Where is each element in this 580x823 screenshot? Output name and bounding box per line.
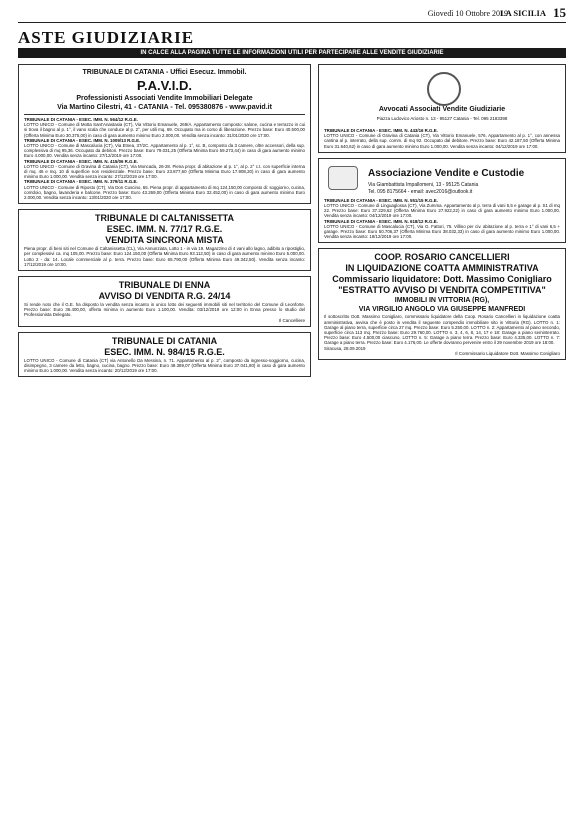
pavid-sub: Professionisti Associati Vendite Immobiliari Delegate [76,95,253,102]
pavid-heading: TRIBUNALE DI CATANIA - Uffici Esecuz. Immobil. [82,69,247,76]
caltanissetta-text: Piena propr. di beni siti nel Comune di Caltanissetta (CL), Via Annunziata, Lotto 1 - in via 19. Magazzino di 4 vani allo lagno, adibito a ripostiglio, per complessivi ca. mq 105,00. Prezzo base: Euro 124.150,00 (Offerta Minima Euro 93.112,50) in caso di gara aumento minimo Euro 5.000,00. Lotto 2 - da: 14. Locale commerciale al p. terra. Prezzo base: Euro 65.790,00 (Offerta Minima Euro 49.342,50). Vendita senza incanto: 17/12/2019 ore 10:00. [24,246,305,267]
catania2-text: LOTTO UNICO - Comune di Catania (CT) via Antonello Da Messina, n. 71. Appartamento al p. 2°, composto da ingresso-soggiorno, cucina, disimpegno, 3 camere da letto, bagno, cucina, bagno. Prezzo base: Euro 49.389,07 (Offerta Minima Euro 37.041,80) in caso di gara aumento minimo Euro 1.000,00. Vendita senza incanto: 20/12/2019 ore 17:00. [24,357,305,374]
custodie-name: Associazione Vendite e Custodie [368,167,525,179]
pavid-name: P.A.V.I.D. [137,78,192,93]
coop-signature: Il Commissario Liquidatore Dott. Massimo Conigliaro [455,350,560,356]
page-number: 15 [553,5,566,20]
custodie-item [324,198,560,219]
custodie-logo [324,162,560,198]
page-header [18,5,566,23]
avvocati-item [324,128,560,149]
divider [24,114,305,115]
avvocati-logo [324,68,560,128]
coop-via: VIA VIRGILIO ANGOLO VIA GIUSEPPE MANFREDI [358,306,526,314]
caltanissetta-sub: ESEC. IMM. N. 77/17 R.G.E. [106,224,223,235]
header-paper-name: LA SICILIA [499,8,546,18]
item-text: LOTTO UNICO - Comune di Mascalucia (CT), Via G. Fattori, 75. Villino per civ. abitazione al p. terra e 1° di vani 6,5 + garage. Prezzo base: Euro 50.706,37 (Offerta Minima Euro 38.032,33) in caso di gara aumento minimo Euro 1.000,00. Vendita senza incanto: 18/12/2019 ore 17:00. [324,223,560,240]
custodie-box [318,158,566,244]
item-ref: TRIBUNALE DI CATANIA - ESEC. IMM. N. 379/11 R.G.E. [24,179,138,185]
custodie-address: Via Giambattista Impallomeni, 13 - 95125 Catania [368,181,479,188]
avvocati-box [318,64,566,153]
coop-estratto: "ESTRATTO AVVISO DI VENDITA COMPETITIVA" [338,285,546,296]
enna-text: Si rende noto che il G.E. ha disposto la vendita senza incanto in unico lotto dei seguenti immobili siti nel territorio del Comune di Leonforte. Prezzo base: Euro 36.400,00, offerta minima in aumento Euro 1.100,00. Vendita: 03/12/2019 ore 12:00 in Enna presso lo studio del Professionista Delegato. [24,302,305,318]
coop-title: COOP. ROSARIO CANCELLIERI [374,252,510,263]
item-ref: TRIBUNALE DI CATANIA - ESEC. IMM. N. 443/16 R.G.E. [324,128,438,133]
pavid-item [24,117,305,138]
item-text: LOTTO UNICO - Comune di Linguaglossa (CT), Via Zumma. Appartamento al p. terra di vani 5,5 e garage al p. S1 di mq 22. Prezzo base: Euro 37.229,62 (Offerta Minima Euro 27.922,22) in caso di gara aumento minimo Euro 1.000,00. Vendita senza incanto: 04/12/2019 ore 17:00. [324,203,560,219]
section-title: ASTE GIUDIZIARIE [18,28,195,47]
coop-immobili: IMMOBILI IN VITTORIA (RG), [394,297,490,305]
item-ref: TRIBUNALE DI CATANIA - ESEC. IMM. N. 415/06 R.G.E. [24,158,138,164]
avvocati-logo-address: Piazza Ludovico Ariosto n. 13 - 95127 Catania - Tel. 095 2183398 [376,116,508,121]
catania2-title: TRIBUNALE DI CATANIA [111,335,218,346]
coop-sub: IN LIQUIDAZIONE COATTA AMMINISTRATIVA [345,263,539,274]
caltanissetta-box [18,209,311,271]
catania2-sub: ESEC. IMM. N. 984/15 R.G.E. [104,346,225,357]
pavid-item [24,138,305,159]
enna-signature: Il Cancelliere [278,317,305,323]
catania2-box [18,332,311,378]
caltanissetta-sub2: VENDITA SINCRONA MISTA [105,235,224,246]
enna-sub: AVVISO DI VENDITA R.G. 24/14 [98,291,231,302]
header-date: Giovedì 10 Ottobre 2019 [427,9,508,18]
item-ref: TRIBUNALE DI CATANIA - ESEC. IMM. N. 618/12 R.G.E. [324,218,438,224]
pavid-item [24,159,305,180]
left-column [18,64,311,382]
coop-commissario: Commissario liquidatore: Dott. Massimo Conigliaro [332,274,552,285]
pavid-address: Via Martino Cilestri, 41 - CATANIA - Tel. 095380876 - www.pavid.it [57,104,272,111]
caltanissetta-title: TRIBUNALE DI CALTANISSETTA [95,213,234,224]
item-text: LOTTO UNICO - Comune di Gravina di Catania (CT), Via Vittorio Emanuele, 576. Appartamento al p. 1°, con annessa cantina al p. interrato, della sup. comm. di mq 92. Occupato dal debitore. Prezzo base: Euro 42.187,50 (Offerta Minima Euro 31.640,62) in caso di gara aumento minimo Euro 1.000,00. Vendita senza incanto: 04/12/2019 ore 17:00. [324,133,560,149]
enna-box [18,276,311,327]
item-text: LOTTO UNICO - Comune di Gravina di Catania (CT), Via Moncada, 26-28. Piena propr. di abitazione al p. 1°, al p. 2° c.t. con superficie interna di mq. 46 e mq. 10 di superficie non residenziale. Prezzo base: Euro 23.877,60 (Offerta Minima Euro 17.908,20) in caso di gara aumento minimo Euro 1.000,00. Vendita senza incanto: 27/12/2019 ore 17:00. [24,163,305,180]
enna-title: TRIBUNALE DI ENNA [118,280,211,291]
item-text: LOTTO UNICO - Comune di Motta Sant'Anastasia (CT), Via Vittorio Emanuele, 269/A. Appartamento composto: salone, cucina e terrazzo in cui si trova il bagno al p. 1°, il vano scala che conduce al p. 2°, per utili mq. 69. Occupato ma in corso di liberazione. Prezzo base: Euro 40.500,00 (Offerta Minima Euro 30.375,00) in caso di gara aumento minimo Euro 2.000,00. Vendita senza incanto: 31/01/2020 ore 17:00. [24,122,305,138]
item-text: LOTTO UNICO - Comune di Riposto (CT), Via Don Cuscino, 65. Piena propr. di appartamento di mq 124,150,00 composto di: soggiorno, cucina, corridoio, bagno, lavanderia e balcone. Prezzo base: Euro 43.269,00 (Offerta Minima Euro 32.452,00) in caso di gara aumento minimo Euro 2.000,00. Vendita senza incanto: 13/01/2020 ore 17:00. [24,184,305,201]
emblem-icon [427,72,461,106]
custodie-phone: Tel. 095 8175664 - email: avec2016@outlook.it [368,188,473,195]
item-ref: TRIBUNALE DI CATANIA - ESEC. IMM. N. 1009/13 R.G.E. [24,137,141,143]
item-ref: TRIBUNALE DI CATANIA - ESEC. IMM. N. 564/12 R.G.E. [24,117,138,122]
coop-place: Siracusa, 28.09.2019 [324,345,366,351]
coop-text: Il sottoscritto Dott. Massimo Conigliaro, commissario liquidatore della Coop. Rosario Cancellieri in liquidazione coatta amministrativa, avvisa che è posto in vendita il seguente compendio immobiliare sito in Vittoria (RG). LOTTO n. 1: Garage al piano terra, superficie circa 27 mq. Prezzo base: Euro 5.250,00. LOTTO n. 2: Appartamento al piano secondo, superficie circa 113 mq. Prezzo base: Euro 29.760,00. LOTTO n. 3, 4, 6, 8, 14, 17 e 18: Garage a piano seminterrato. Prezzo base: Euro 4.500,00 ciascuno. LOTTO n. 5: Garage a piano terra. Prezzo base: Euro 4.335,00. LOTTO n. 7: Garage a piano terra. Prezzo base: Euro 4.176,00. Le offerte dovranno pervenire entro il 29 novembre 2019 ore 18:00. [324,314,560,346]
coop-box [318,248,566,359]
pavid-box [18,64,311,204]
pavid-item [24,179,305,200]
info-banner: IN CALCE ALLA PAGINA TUTTE LE INFORMAZIONI UTILI PER PARTECIPARE ALLE VENDITE GIUDIZIARIE [18,48,566,58]
association-logo-icon [328,166,358,190]
right-column [318,64,566,365]
item-ref: TRIBUNALE DI CATANIA - ESEC. IMM. N. 551/15 R.G.E. [324,197,438,203]
avvocati-logo-name: Avvocati Associati Vendite Giudiziarie [378,106,506,113]
custodie-item [324,219,560,240]
item-text: LOTTO UNICO - Comune di Mascalucia (CT), Via Etnea, 37/2C. Appartamento al p. 1°, sc. B, composto da 3 camere, oltre accessori, della sup. complessiva di mq 95,36. Occupato da debitori. Prezzo base: Euro 79.031,25 (Offerta Minima Euro 59.273,44) in caso di gara aumento minimo Euro 4.000,00. Vendita senza incanto: 27/12/2019 ore 17:00. [24,143,305,159]
